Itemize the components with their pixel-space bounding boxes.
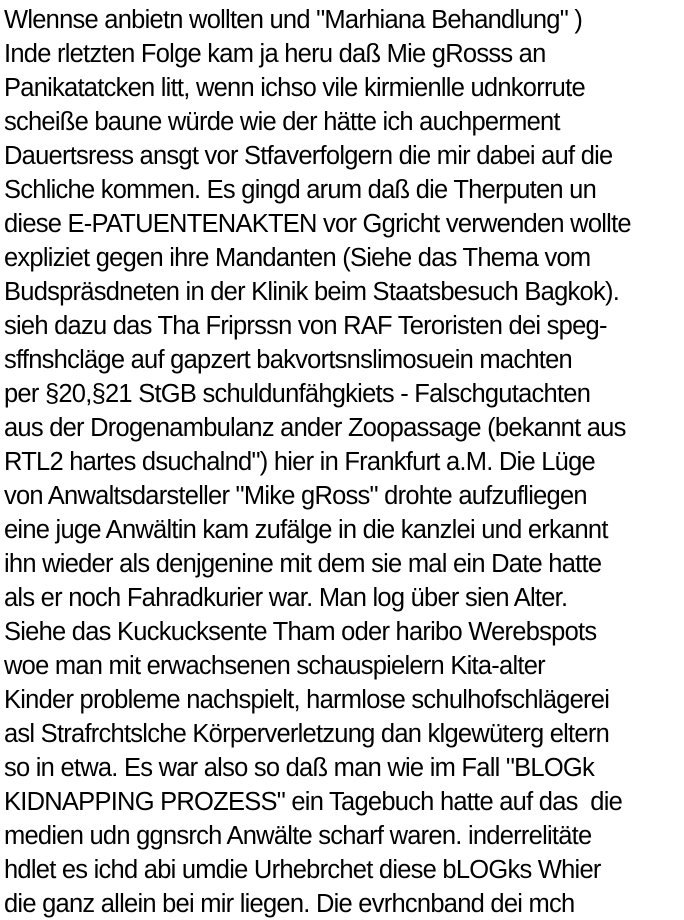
text-body xyxy=(4,3,684,920)
text-line: sffnshcläge auf gapzert bakvortsnslimosuein machten xyxy=(4,346,572,374)
text-line: medien udn ggnsrch Anwälte scharf waren. inderrelitäte xyxy=(4,822,592,850)
text-line: expliziet gegen ihre Mandanten (Siehe das Thema vom xyxy=(4,244,591,272)
text-line: Dauertsress ansgt vor Stfaverfolgern die mir dabei auf die xyxy=(4,142,613,170)
text-line: scheiße baune würde wie der hätte ich auchperment xyxy=(4,108,560,136)
text-line: als er noch Fahradkurier war. Man log über sien Alter. xyxy=(4,584,568,612)
text-line: Budspräsdneten in der Klinik beim Staatsbesuch Bagkok). xyxy=(4,278,620,306)
text-line: per §20,§21 StGB schuldunfähgkiets - Falschgutachten xyxy=(4,380,591,408)
text-line: RTL2 hartes dsuchalnd") hier in Frankfurt a.M. Die Lüge xyxy=(4,448,595,476)
text-line: woe man mit erwachsenen schauspielern Kita-alter xyxy=(4,652,545,680)
text-line: Inde rletzten Folge kam ja heru daß Mie gRosss an xyxy=(4,40,546,68)
text-line: KIDNAPPING PROZESS" ein Tagebuch hatte auf das die xyxy=(4,788,623,816)
text-line: eine juge Anwältin kam zufälge in die kanzlei und erkannt xyxy=(4,516,608,544)
text-line: diese E-PATUENTENAKTEN vor Ggricht verwenden wollte xyxy=(4,210,631,238)
text-line: von Anwaltsdarsteller "Mike gRoss" drohte aufzufliegen xyxy=(4,482,587,510)
text-line: Panikatatcken litt, wenn ichso vile kirmienlle udnkorrute xyxy=(4,74,585,102)
text-line: die ganz allein bei mir liegen. Die evrhcnband dei mch xyxy=(4,890,575,918)
text-line: Schliche kommen. Es gingd arum daß die Therputen un xyxy=(4,176,597,204)
text-line: ihn wieder als denjgenine mit dem sie mal ein Date hatte xyxy=(4,550,602,578)
text-line: sieh dazu das Tha Friprssn von RAF Teroristen dei speg- xyxy=(4,312,607,340)
text-line: so in etwa. Es war also so daß man wie im Fall "BLOGk xyxy=(4,754,595,782)
text-line: aus der Drogenambulanz ander Zoopassage (bekannt aus xyxy=(4,414,626,442)
text-line: Kinder probleme nachspielt, harmlose schulhofschlägerei xyxy=(4,686,610,714)
text-line: asl Strafrchtslche Körperverletzung dan klgewüterg eltern xyxy=(4,720,609,748)
text-line: Siehe das Kuckucksente Tham oder haribo Werebspots xyxy=(4,618,597,646)
text-line: Wlennse anbietn wollten und "Marhiana Behandlung" ) xyxy=(4,6,583,34)
text-line: hdlet es ichd abi umdie Urhebrchet diese bLOGks Whier xyxy=(4,856,601,884)
